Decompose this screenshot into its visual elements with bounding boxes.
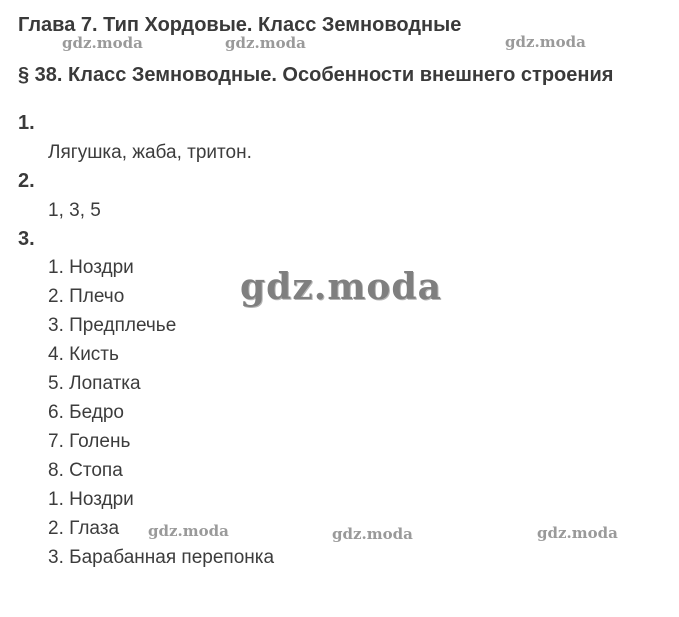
answer-line: 2. Глаза (48, 518, 120, 539)
watermark: gdz.moda (240, 266, 442, 308)
answer-line: 1. Ноздри (48, 257, 134, 278)
watermark: gdz.moda (225, 34, 306, 52)
watermark: gdz.moda (332, 525, 413, 543)
answer-line: 3. Барабанная перепонка (48, 547, 275, 568)
answer-line: 1, 3, 5 (48, 200, 101, 221)
task-number: 1. (18, 112, 35, 134)
task-number: 3. (18, 228, 35, 250)
answer-line: 3. Предплечье (48, 315, 177, 336)
answer-line: 2. Плечо (48, 286, 125, 307)
answer-line: 7. Голень (48, 431, 131, 452)
answer-line: Лягушка, жаба, тритон. (48, 142, 252, 163)
watermark: gdz.moda (537, 524, 618, 542)
answer-line: 5. Лопатка (48, 373, 141, 394)
watermark: gdz.moda (62, 34, 143, 52)
answer-line: 4. Кисть (48, 344, 119, 365)
answer-line: 6. Бедро (48, 402, 124, 423)
answer-line: 1. Ноздри (48, 489, 134, 510)
watermark: gdz.moda (148, 522, 229, 540)
section-title: § 38. Класс Земноводные. Особенности внешнего строения (18, 64, 614, 86)
task-number: 2. (18, 170, 35, 192)
watermark: gdz.moda (505, 33, 586, 51)
chapter-title: Глава 7. Тип Хордовые. Класс Земноводные (18, 14, 462, 36)
answer-line: 8. Стопа (48, 460, 123, 481)
